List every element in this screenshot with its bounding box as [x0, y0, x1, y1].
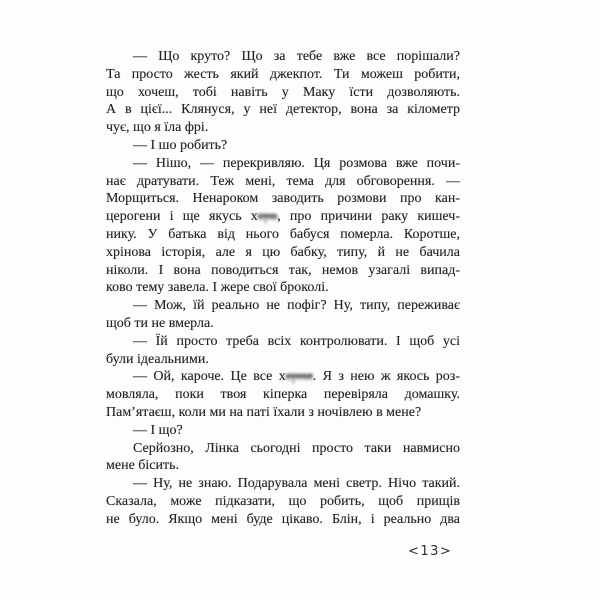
text-line: Сказала, може підказати, що робить, щоб прищів [106, 493, 460, 509]
text-line [106, 368, 460, 386]
text-line: мовляла, поки твоя кіперка перевіряла домашку. [106, 387, 460, 403]
text-line: Та просто жесть який джекпот. Ти можеш робити, [106, 66, 460, 82]
text-line: були ідеальними. [106, 351, 209, 367]
text-segment: . Я з нею ж якось роз- [312, 369, 460, 385]
text-line: щоб ти не вмерла. [106, 315, 214, 331]
text-line: Серйозно, Лінка сьогодні просто таки навмисно [133, 440, 460, 456]
text-line: мене бісить. [106, 458, 180, 474]
text-line: ково тему завела. І жере свої броколі. [106, 280, 329, 296]
text-line: Памʼятаєш, коли ми на паті їхали з ночівлею в мене? [106, 404, 422, 420]
text-line: — І шо робить? [133, 137, 228, 153]
text-segment: , про причини раку кишеч- [277, 209, 460, 225]
text-segment: — Ой, кароче. Це все х [133, 369, 286, 385]
text-line: хрінова історія, але я цю бабку, типу, й не бачила [106, 244, 460, 260]
text-segment: церогени і ще якусь х [106, 209, 258, 225]
page-text [106, 48, 460, 529]
text-line: нику. У батька від нього бабуся померла. Коротше, [106, 226, 460, 242]
text-line [106, 208, 460, 226]
text-line: — Мож, їй реально не пофіг? Ну, типу, переживає [133, 298, 460, 314]
censored-word: єрь [257, 209, 278, 225]
text-line: що хочеш, тобі навіть у Маку їсти дозволяють. [106, 84, 460, 100]
text-line: Морщиться. Ненароком заводить розмови про кан- [106, 191, 460, 207]
text-line: — І що? [133, 422, 183, 438]
text-line: А в цієї... Клянуся, у неї детектор, вона за кілометр [106, 102, 460, 118]
text-line: — Що круто? Що за тебе вже все порішали? [133, 49, 460, 64]
text-line: ніколи. І вона поводиться так, немов узагалі випад- [106, 262, 460, 278]
text-line: — Їй просто треба всіх контролювати. І щоб усі [133, 333, 460, 349]
text-line: — Нішо, — перекривляю. Ця розмова вже почи- [133, 155, 460, 171]
text-line: не було. Якщо мені буде цікаво. Блін, і реально два [106, 511, 460, 527]
text-line: чує, що я їла фрі. [106, 120, 209, 136]
page-number: <13> [408, 544, 453, 559]
censored-word: єрня [285, 369, 313, 385]
text-line: нає дратувати. Теж мені, тема для обговорення. — [106, 173, 460, 189]
text-line: — Ну, не знаю. Подарувала мені светр. Нічо такий. [133, 476, 460, 492]
